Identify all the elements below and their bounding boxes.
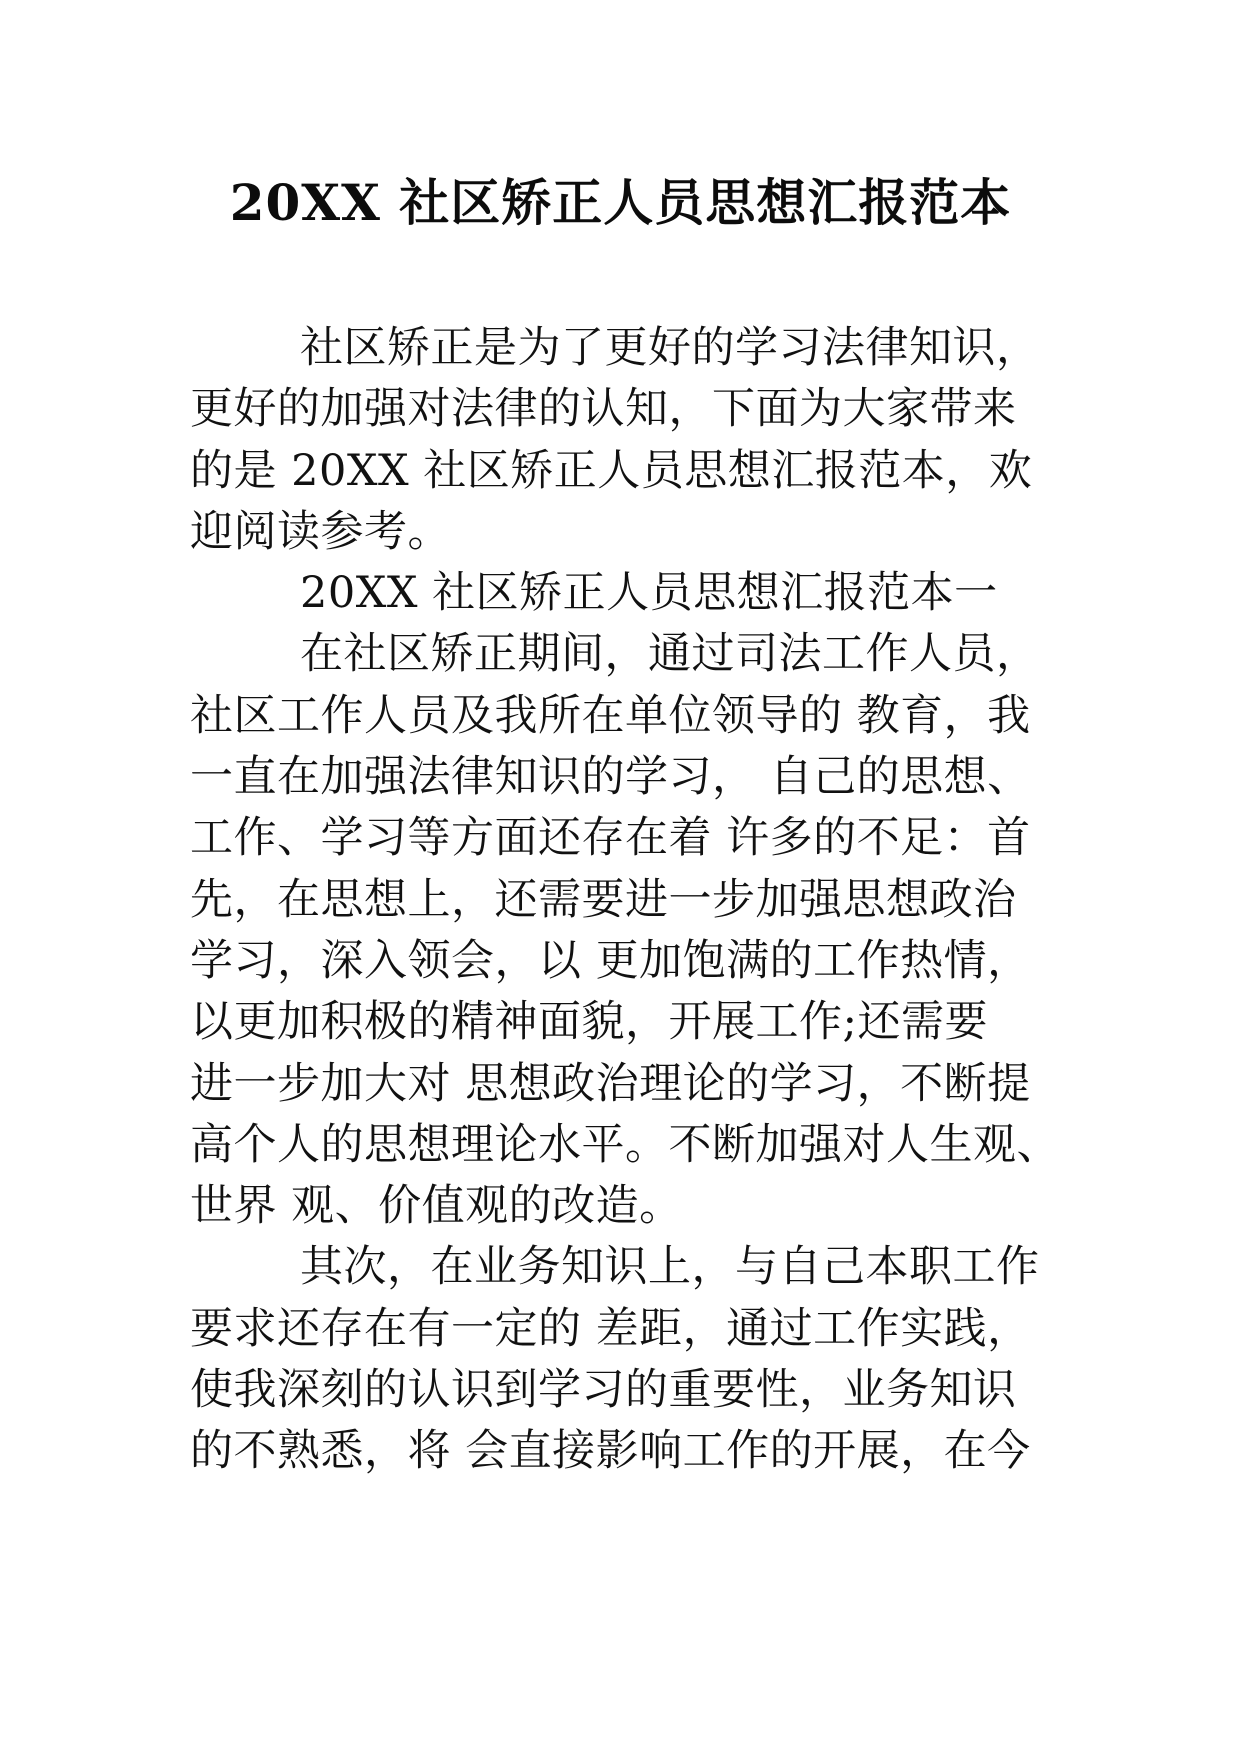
- text-line: 世界 观、价值观的改造。: [190, 1181, 683, 1232]
- text-line: 在社区矫正期间，通过司法工作人员，: [300, 629, 1040, 680]
- text-line: 工作、学习等方面还存在着 许多的不足：首: [190, 813, 1031, 864]
- text-line: 以更加积极的精神面貌，开展工作;还需要: [190, 997, 988, 1048]
- document-title: 20XX 社区矫正人员思想汇报范本: [229, 173, 1012, 232]
- text-line: 社区矫正是为了更好的学习法律知识，: [300, 323, 1040, 373]
- document-body: [190, 318, 1070, 1483]
- text-line: 的是 20XX 社区矫正人员思想汇报范本，欢: [190, 445, 1033, 496]
- text-line: 社区工作人员及我所在单位领导的 教育，我: [190, 690, 1031, 741]
- section-heading: 20XX 社区矫正人员思想汇报范本一: [300, 568, 998, 619]
- text-line: 高个人的思想理论水平。不断加强对人生观、: [190, 1119, 1060, 1170]
- text-line: 其次，在业务知识上，与自己本职工作: [300, 1242, 1040, 1293]
- text-line: 进一步加大对 思想政治理论的学习，不断提: [190, 1058, 1031, 1109]
- text-line: 的不熟悉，将 会直接影响工作的开展，在今: [190, 1426, 1031, 1477]
- text-line: 先，在思想上，还需要进一步加强思想政治: [190, 874, 1017, 925]
- text-line: 迎阅读参考。: [190, 506, 451, 557]
- text-line: 一直在加强法律知识的学习， 自己的思想、: [190, 752, 1031, 803]
- text-line: 使我深刻的认识到学习的重要性，业务知识: [190, 1365, 1017, 1416]
- text-line: 更好的加强对法律的认知，下面为大家带来: [190, 384, 1017, 435]
- text-line: 要求还存在有一定的 差距，通过工作实践，: [190, 1303, 1031, 1354]
- text-line: 学习，深入领会，以 更加饱满的工作热情，: [190, 935, 1031, 986]
